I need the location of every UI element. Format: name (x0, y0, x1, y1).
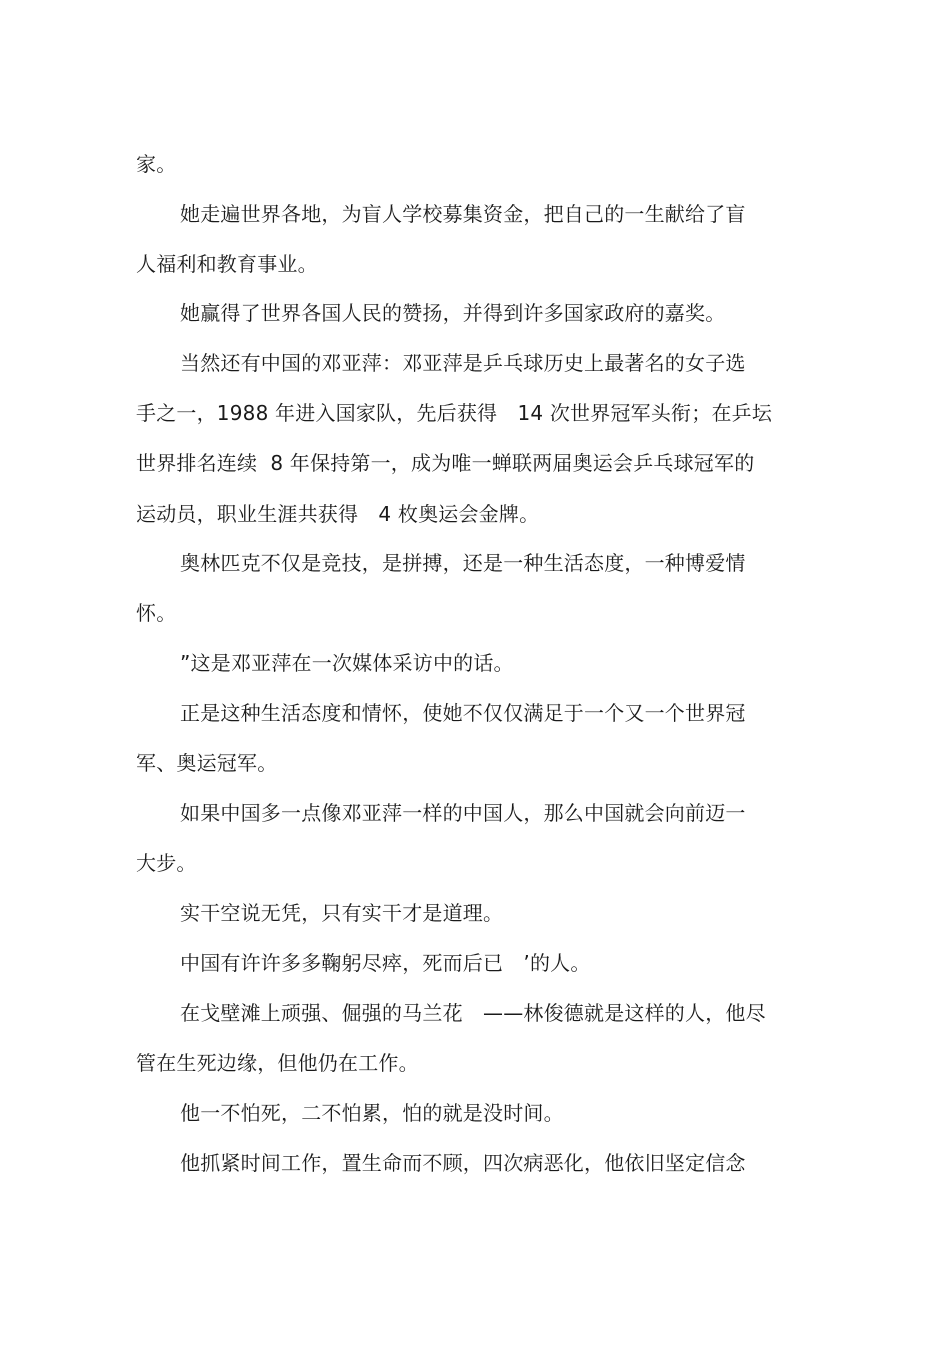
text-line: 当然还有中国的邓亚萍：邓亚萍是乒乓球历史上最著名的女子选 (180, 351, 746, 375)
text-line: 人福利和教育事业。 (136, 252, 318, 276)
text-line: 实干空说无凭，只有实干才是道理。 (180, 901, 504, 925)
text-line: 手之一，1988 年进入国家队，先后获得 14 次世界冠军头衔；在乒坛 (136, 401, 773, 425)
text-line: 她赢得了世界各国人民的赞扬，并得到许多国家政府的嘉奖。 (180, 301, 726, 325)
text-line: 他抓紧时间工作，置生命而不顾，四次病恶化，他依旧坚定信念 (180, 1151, 746, 1175)
text-line: 正是这种生活态度和情怀，使她不仅仅满足于一个又一个世界冠 (180, 701, 746, 725)
text-line: 中国有许许多多鞠躬尽瘁，死而后已 ’的人。 (180, 951, 591, 975)
text-line: 怀。 (136, 601, 177, 625)
text-line: 管在生死边缘，但他仍在工作。 (136, 1051, 419, 1075)
text-line: 大步。 (136, 851, 197, 875)
text-line: 军、奥运冠军。 (136, 751, 278, 775)
text-line: 奥林匹克不仅是竞技，是拼搏，还是一种生活态度，一种博爱情 (180, 551, 746, 575)
text-line: ”这是邓亚萍在一次媒体采访中的话。 (180, 651, 514, 675)
text-line: 在戈壁滩上顽强、倔强的马兰花 ——林俊德就是这样的人，他尽 (180, 1001, 766, 1025)
text-line: 家。 (136, 152, 177, 176)
text-line: 她走遍世界各地，为盲人学校募集资金，把自己的一生献给了盲 (180, 202, 746, 226)
text-line: 运动员，职业生涯共获得 4 枚奥运会金牌。 (136, 502, 540, 526)
text-line: 他一不怕死，二不怕累，怕的就是没时间。 (180, 1101, 564, 1125)
text-line: 世界排名连续 8 年保持第一，成为唯一蝉联两届奥运会乒乓球冠军的 (136, 451, 755, 475)
text-line: 如果中国多一点像邓亚萍一样的中国人，那么中国就会向前迈一 (180, 801, 746, 825)
